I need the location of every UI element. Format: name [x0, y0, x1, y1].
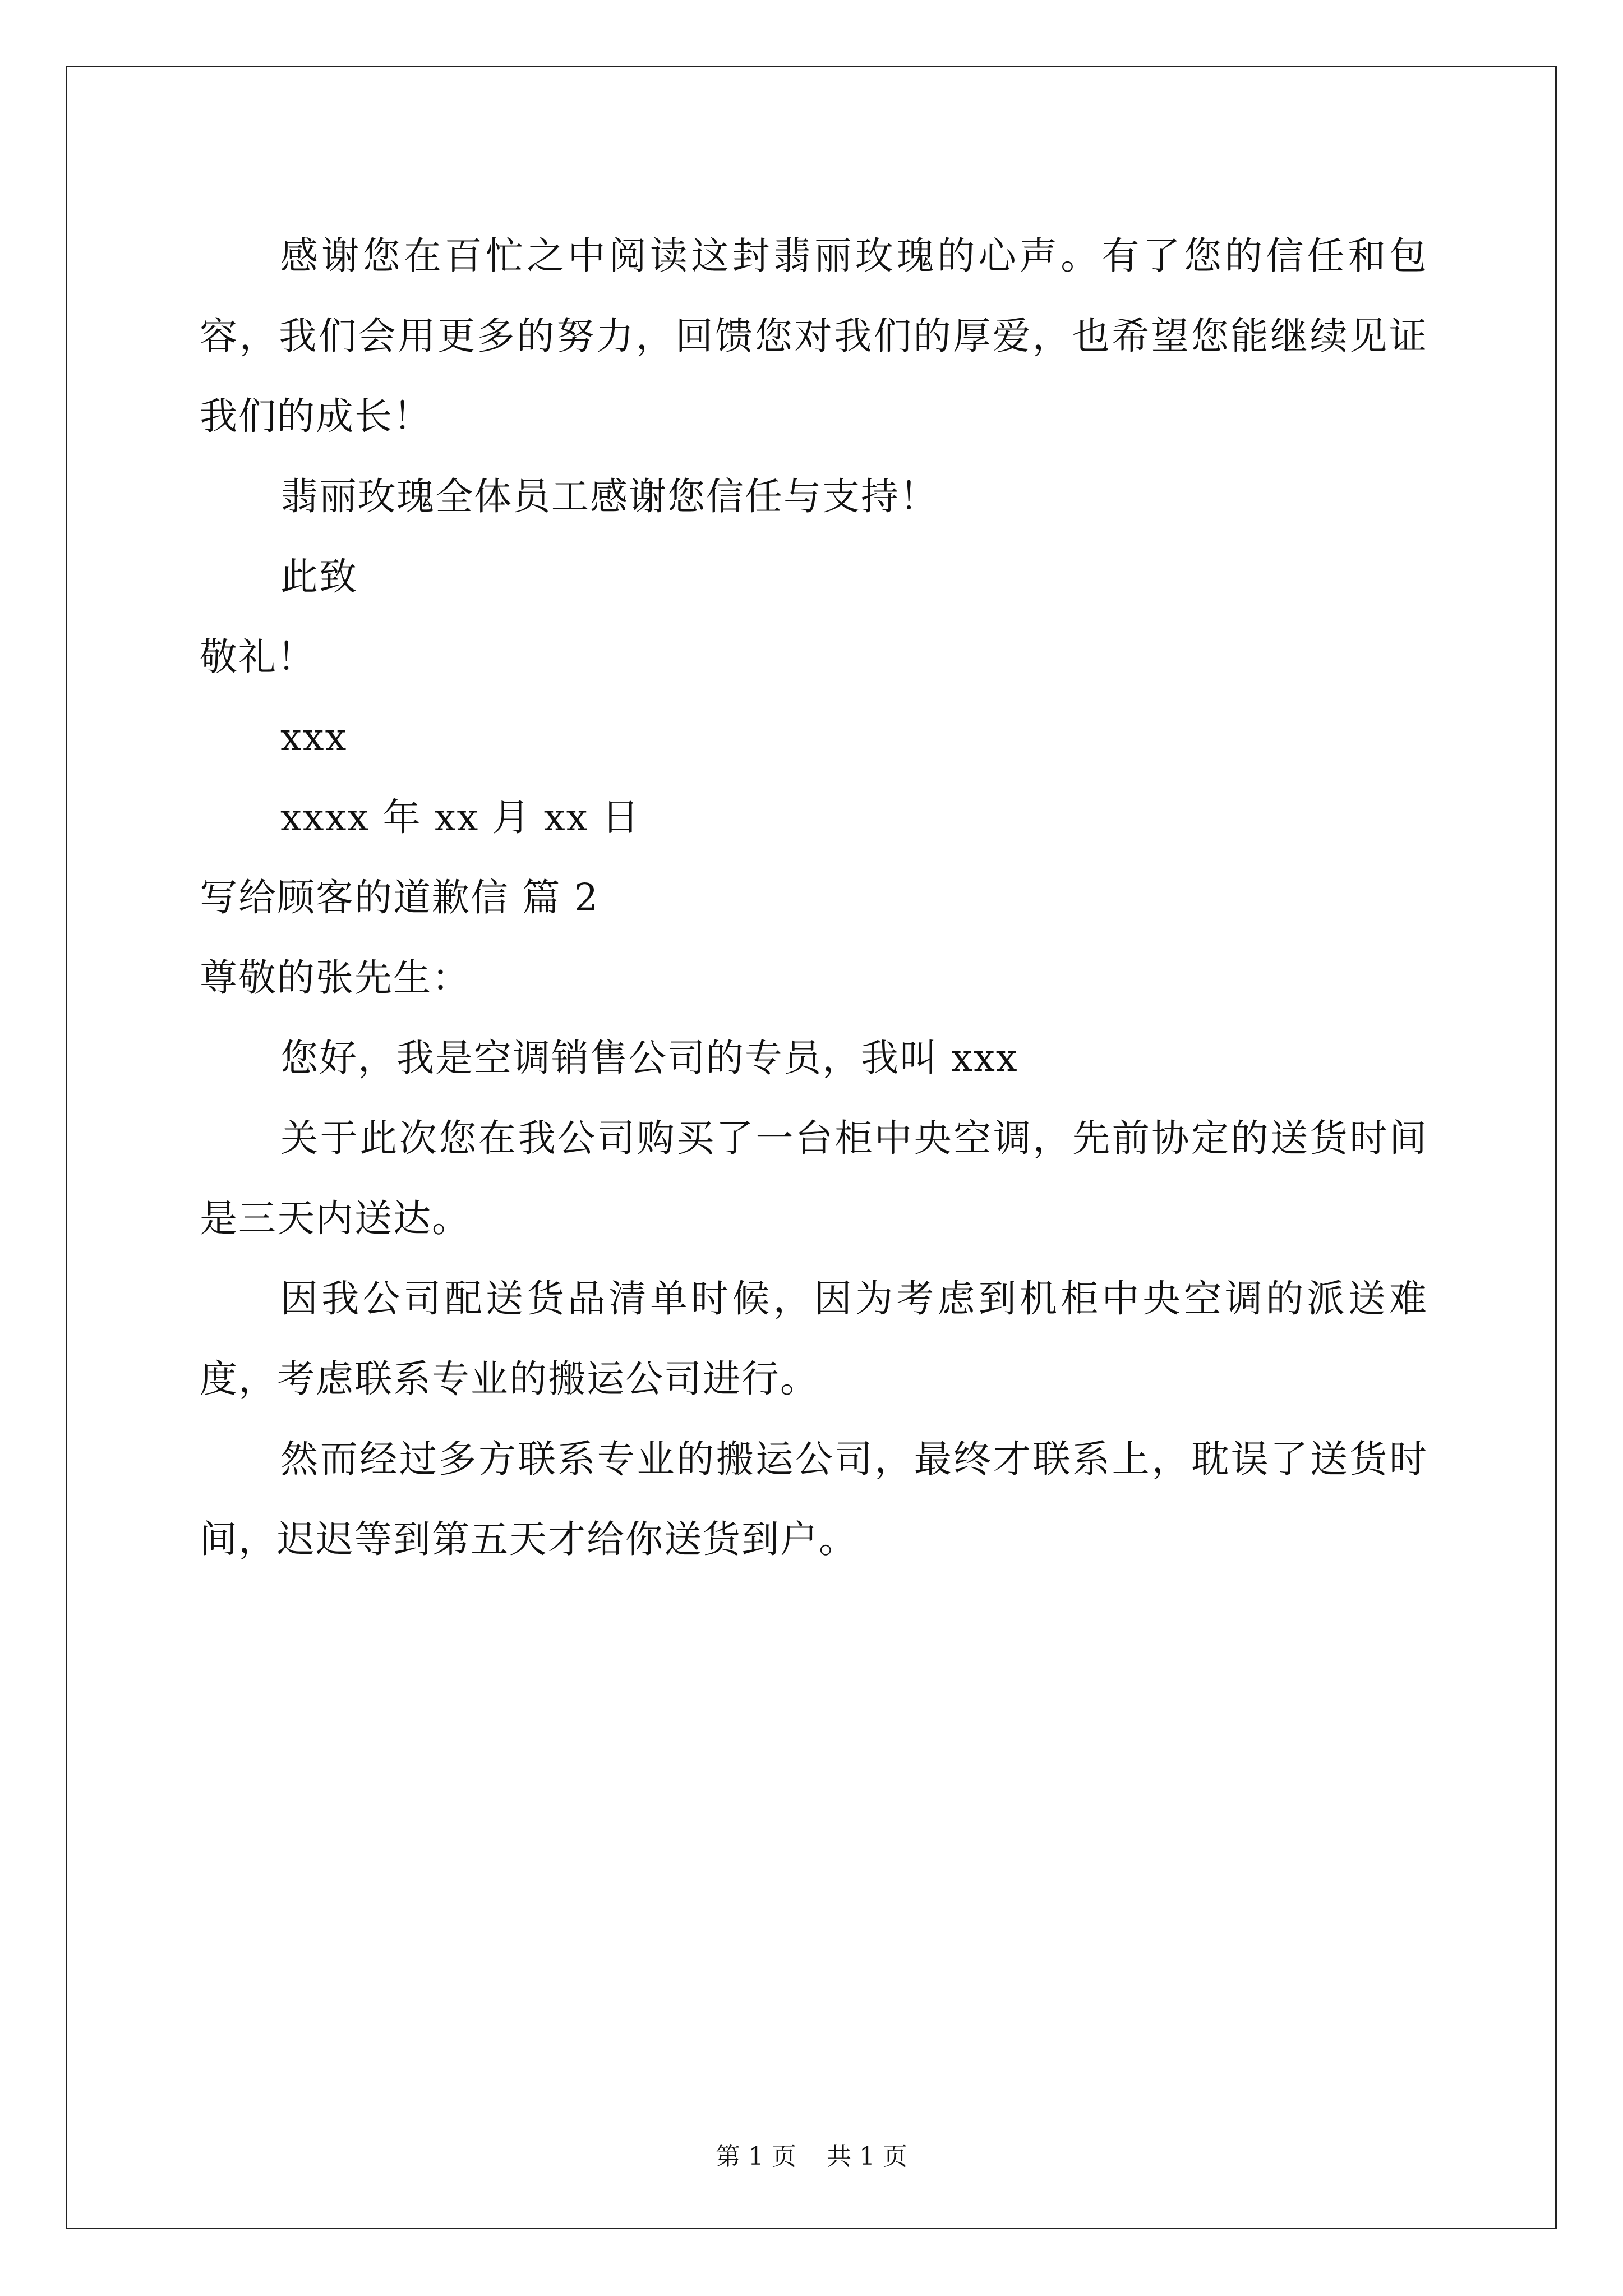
paragraph-greeting: 您好，我是空调销售公司的专员，我叫 xxx	[280, 1036, 1018, 1080]
paragraph-delivery-reason: 因我公司配送货品清单时候，因为考虑到机柜中央空调的派送难度，考虑联系专业的搬运公司进行。	[200, 1277, 1428, 1401]
paragraph-closing-cizhi: 此致	[280, 555, 358, 599]
page-number-current: 第 1 页	[716, 2142, 796, 2171]
paragraph-thanks: 感谢您在百忙之中阅读这封翡丽玫瑰的心声。有了您的信任和包容，我们会用更多的努力，回馈您对我们的厚爱，也希望您能继续见证我们的成长！	[200, 234, 1428, 438]
paragraph-date: xxxx 年 xx 月 xx 日	[280, 795, 640, 839]
paragraph-staff-thanks: 翡丽玫瑰全体员工感谢您信任与支持！	[280, 475, 938, 518]
page-number-total: 共 1 页	[827, 2142, 907, 2171]
paragraph-purchase: 关于此次您在我公司购买了一台柜中央空调，先前协定的送货时间是三天内送达。	[200, 1116, 1428, 1240]
paragraph-signature: xxx	[280, 715, 348, 759]
section-heading: 写给顾客的道歉信 篇 2	[200, 876, 600, 919]
paragraph-closing-jingli: 敬礼！	[200, 635, 316, 679]
document-body	[200, 216, 1428, 1580]
paragraph-salutation: 尊敬的张先生：	[200, 956, 471, 1000]
page-footer	[0, 2140, 1623, 2174]
paragraph-delay: 然而经过多方联系专业的搬运公司，最终才联系上，耽误了送货时间，迟迟等到第五天才给你送货到户。	[200, 1437, 1428, 1561]
